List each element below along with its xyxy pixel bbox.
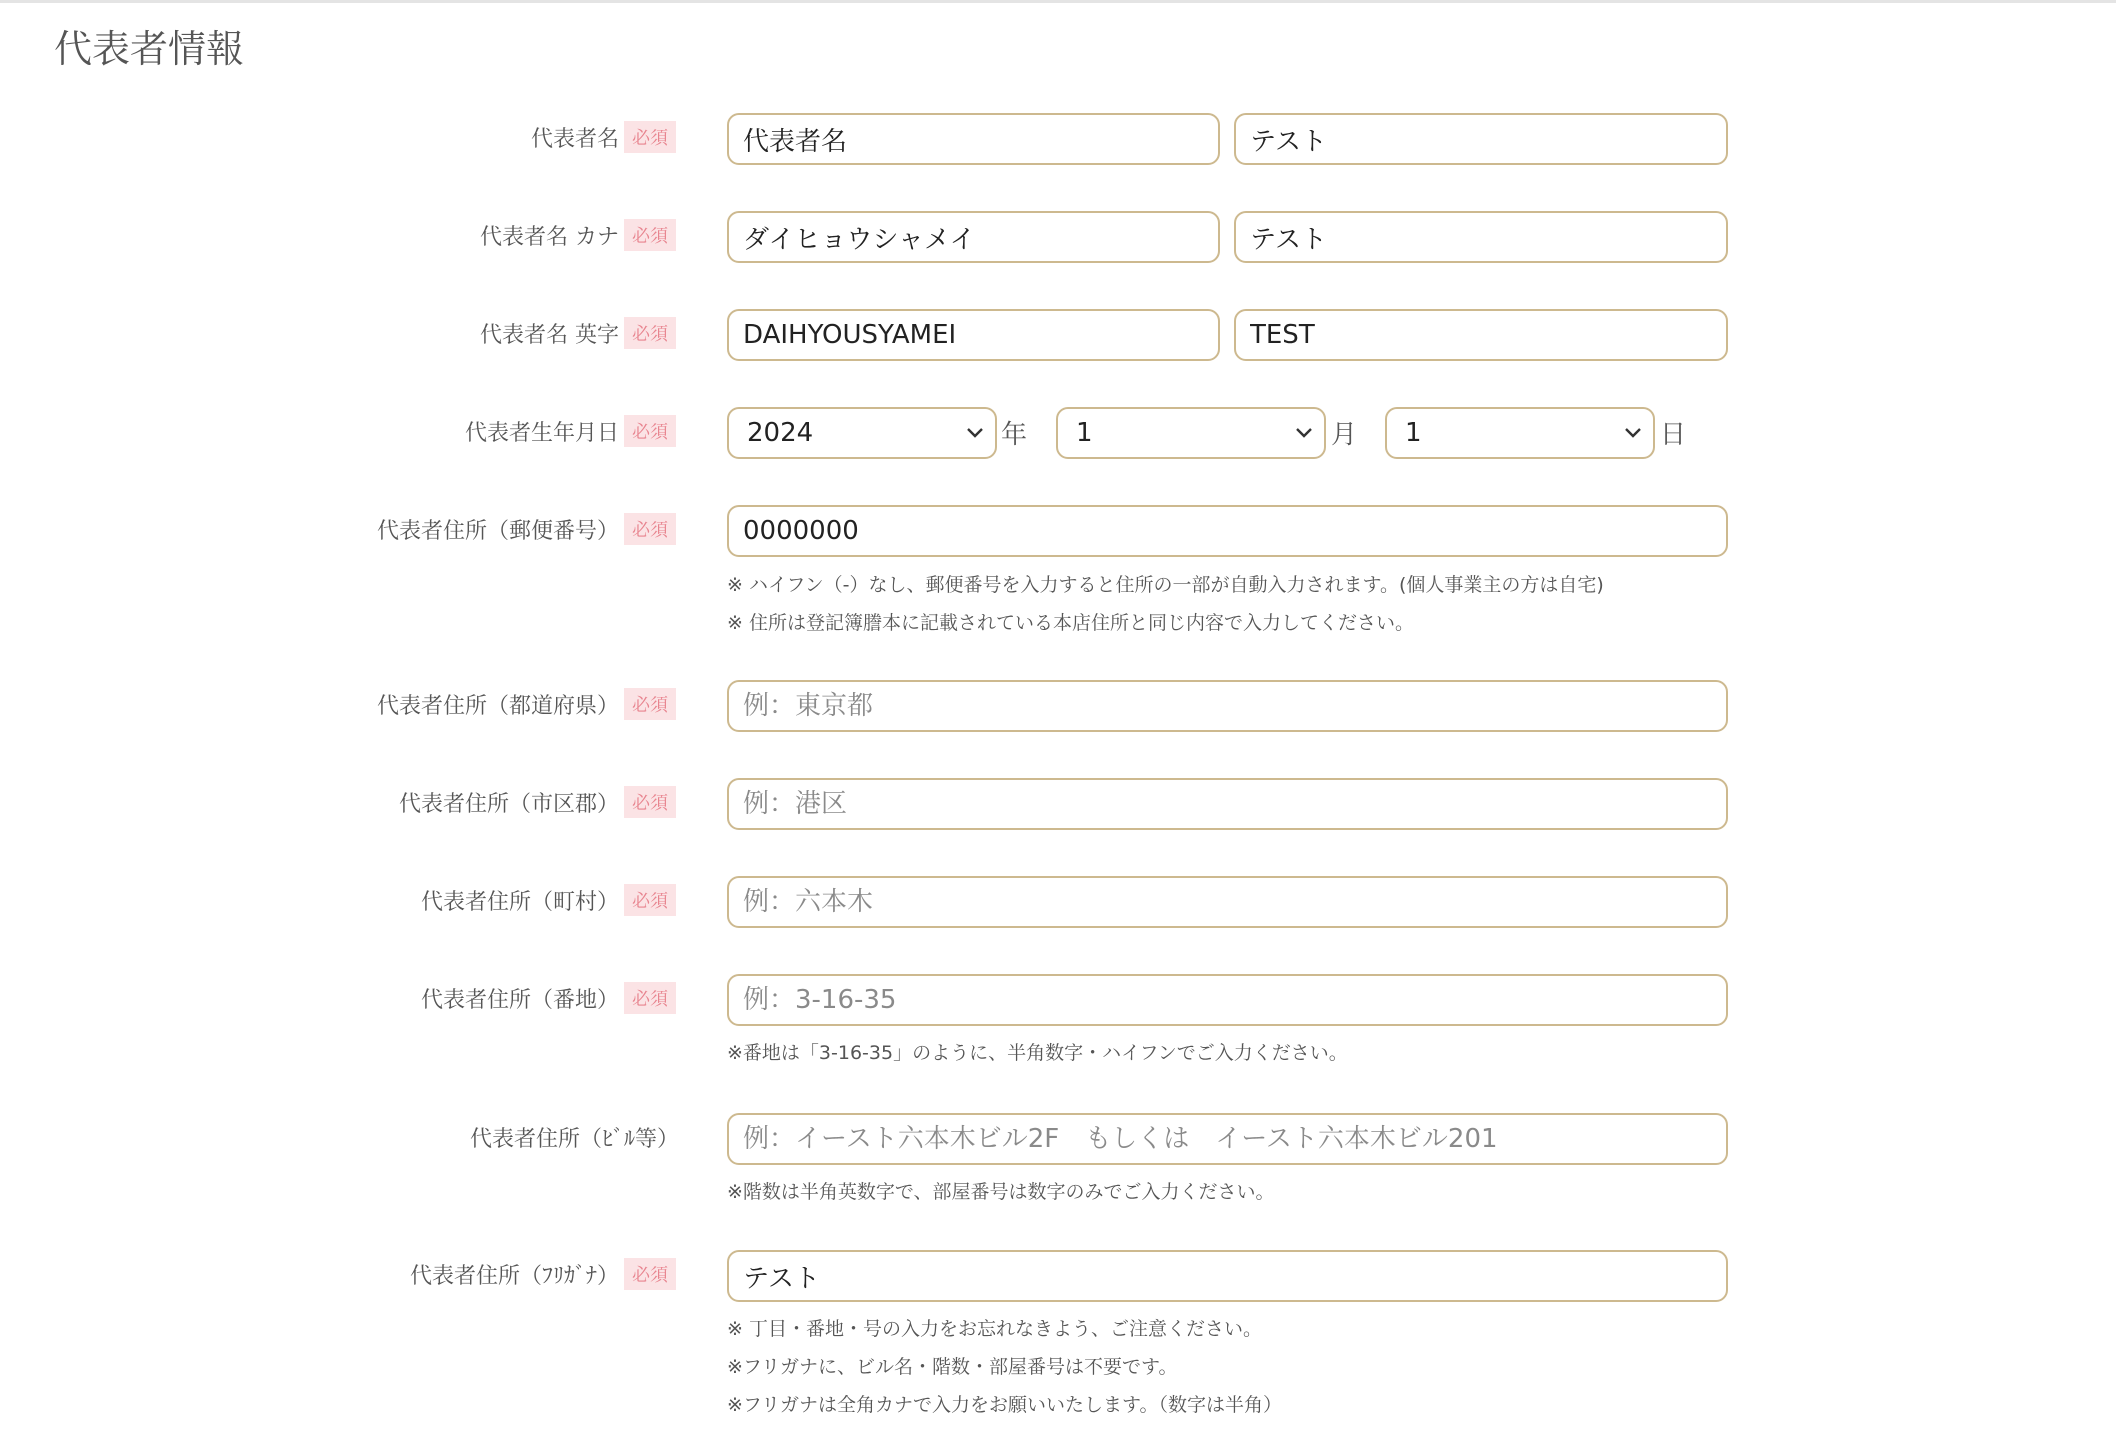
required-badge: 必須 bbox=[624, 688, 676, 720]
furigana-note-1: ※ 丁目・番地・号の入力をお忘れなきよう、ご注意ください。 bbox=[727, 1318, 1262, 1340]
label-city: 代表者住所（市区郡） bbox=[398, 791, 619, 817]
prefecture-input[interactable] bbox=[727, 680, 1728, 732]
postal-code-input[interactable] bbox=[727, 505, 1728, 557]
first-name-input[interactable] bbox=[1234, 113, 1728, 165]
day-value: 1 bbox=[1405, 418, 1422, 448]
field-label bbox=[470, 1110, 679, 1164]
city-input[interactable] bbox=[727, 778, 1728, 830]
label-kana: 代表者名 カナ bbox=[480, 224, 619, 250]
field-label bbox=[399, 775, 619, 829]
first-name-romaji-input[interactable] bbox=[1234, 309, 1728, 361]
required-badge: 必須 bbox=[624, 219, 676, 251]
town-input[interactable] bbox=[727, 876, 1728, 928]
required-badge: 必須 bbox=[624, 982, 676, 1014]
field-label bbox=[531, 110, 619, 164]
postal-note-1: ※ ハイフン（-）なし、郵便番号を入力すると住所の一部が自動入力されます。(個人事業主の方は自宅) bbox=[727, 574, 1604, 596]
month-unit: 月 bbox=[1331, 420, 1358, 450]
chevron-down-icon bbox=[1623, 423, 1643, 443]
top-divider bbox=[0, 0, 2116, 3]
label-romaji: 代表者名 英字 bbox=[480, 322, 619, 348]
field-label bbox=[377, 502, 619, 556]
year-select[interactable] bbox=[727, 407, 997, 459]
label-furigana: 代表者住所（ﾌﾘｶﾞﾅ） bbox=[409, 1263, 619, 1289]
day-select[interactable] bbox=[1385, 407, 1655, 459]
required-badge: 必須 bbox=[624, 786, 676, 818]
building-note: ※階数は半角英数字で、部屋番号は数字のみでご入力ください。 bbox=[727, 1181, 1275, 1203]
chevron-down-icon bbox=[965, 423, 985, 443]
label-town: 代表者住所（町村） bbox=[420, 889, 619, 915]
section-title: 代表者情報 bbox=[54, 27, 245, 71]
label-banchi: 代表者住所（番地） bbox=[420, 987, 619, 1013]
month-value: 1 bbox=[1076, 418, 1093, 448]
label-postal: 代表者住所（郵便番号） bbox=[376, 518, 619, 544]
last-name-romaji-input[interactable] bbox=[727, 309, 1220, 361]
postal-note-2: ※ 住所は登記簿謄本に記載されている本店住所と同じ内容で入力してください。 bbox=[727, 612, 1414, 634]
banchi-note: ※番地は「3-16-35」のように、半角数字・ハイフンでご入力ください。 bbox=[727, 1042, 1348, 1064]
label-prefecture: 代表者住所（都道府県） bbox=[376, 693, 619, 719]
building-input[interactable] bbox=[727, 1113, 1728, 1165]
year-value: 2024 bbox=[747, 418, 814, 448]
required-badge: 必須 bbox=[624, 513, 676, 545]
required-badge: 必須 bbox=[624, 884, 676, 916]
field-label bbox=[465, 404, 619, 458]
label-name: 代表者名 bbox=[530, 126, 619, 152]
label-building: 代表者住所（ﾋﾞﾙ等） bbox=[469, 1126, 679, 1152]
field-label bbox=[480, 306, 619, 360]
furigana-note-2: ※フリガナに、ビル名・階数・部屋番号は不要です。 bbox=[727, 1356, 1178, 1378]
field-label bbox=[421, 873, 619, 927]
first-name-kana-input[interactable] bbox=[1234, 211, 1728, 263]
month-select[interactable] bbox=[1056, 407, 1326, 459]
required-badge: 必須 bbox=[624, 317, 676, 349]
field-label bbox=[377, 677, 619, 731]
last-name-kana-input[interactable] bbox=[727, 211, 1220, 263]
chevron-down-icon bbox=[1294, 423, 1314, 443]
last-name-input[interactable] bbox=[727, 113, 1220, 165]
required-badge: 必須 bbox=[624, 415, 676, 447]
banchi-input[interactable] bbox=[727, 974, 1728, 1026]
required-badge: 必須 bbox=[624, 121, 676, 153]
year-unit: 年 bbox=[1001, 420, 1028, 450]
field-label bbox=[410, 1247, 619, 1301]
field-label bbox=[421, 971, 619, 1025]
label-birthday: 代表者生年月日 bbox=[464, 420, 619, 446]
furigana-input[interactable] bbox=[727, 1250, 1728, 1302]
furigana-note-3: ※フリガナは全角カナで入力をお願いいたします。（数字は半角） bbox=[727, 1394, 1282, 1416]
day-unit: 日 bbox=[1660, 420, 1687, 450]
required-badge: 必須 bbox=[624, 1258, 676, 1290]
field-label bbox=[480, 208, 619, 262]
